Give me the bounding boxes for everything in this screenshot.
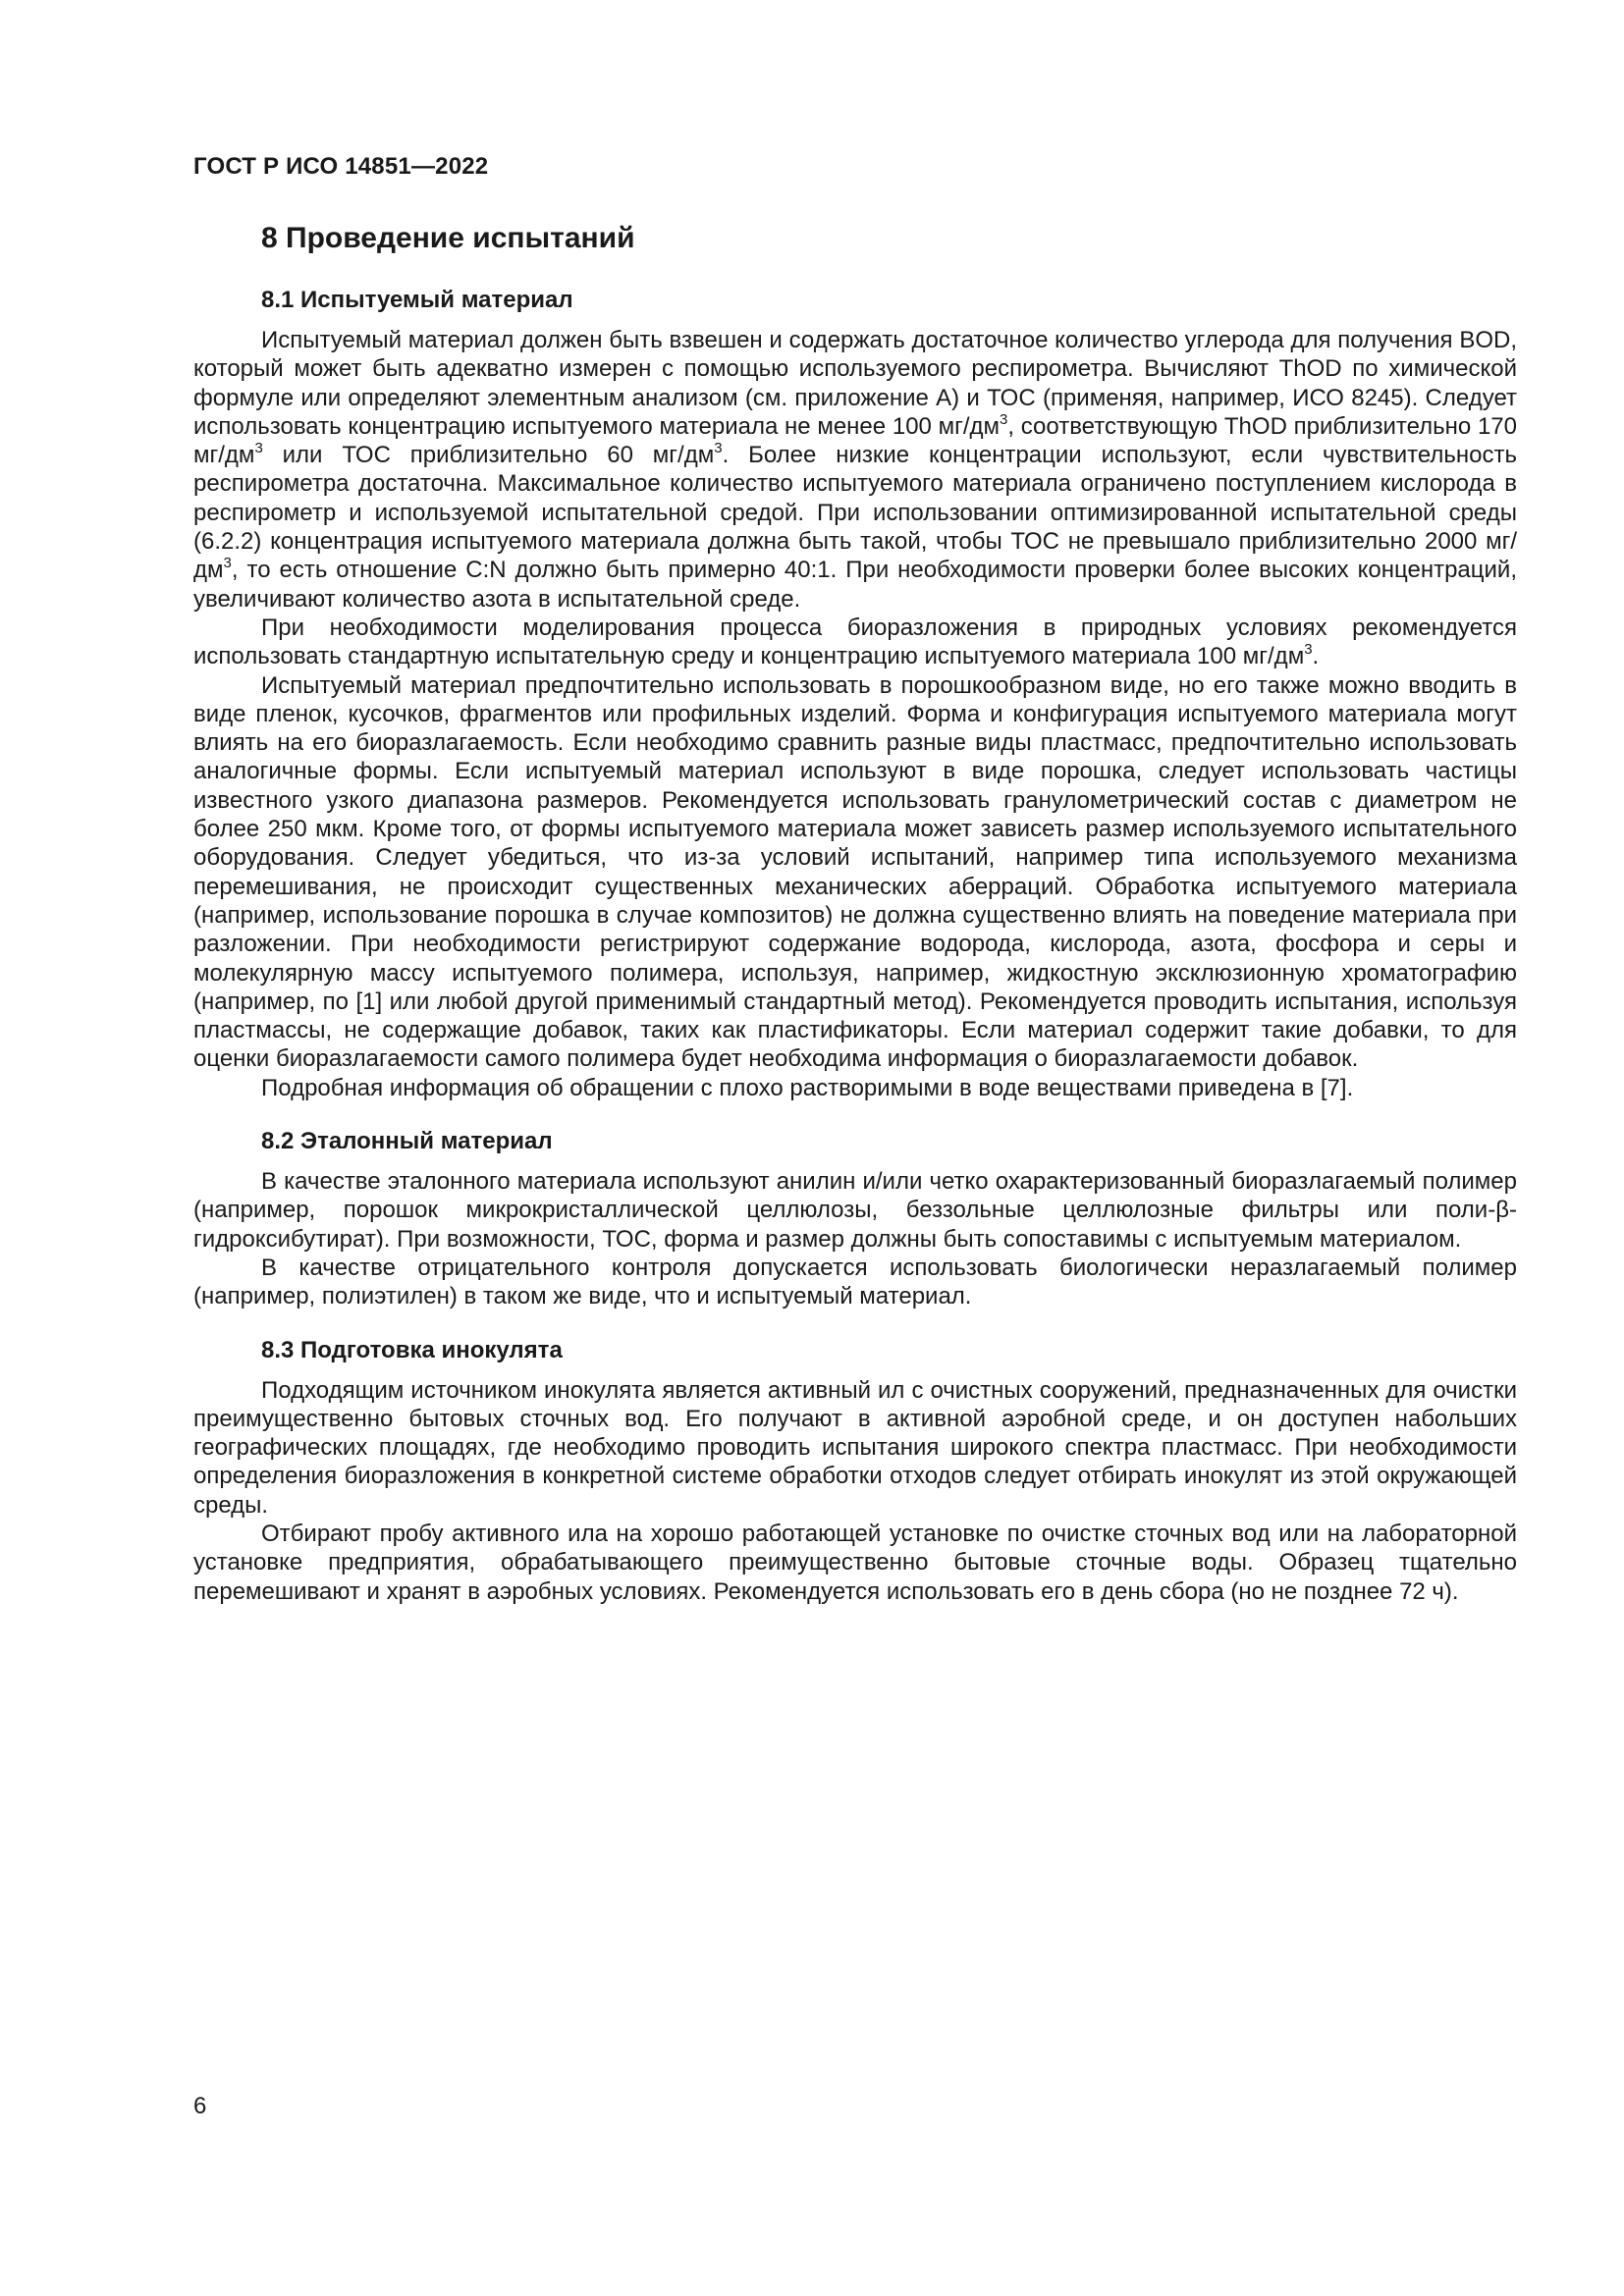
superscript: 3 bbox=[1304, 641, 1313, 659]
subsection-title-8-2: 8.2 Эталонный материал bbox=[261, 1128, 553, 1155]
superscript: 3 bbox=[1000, 410, 1008, 428]
superscript: 3 bbox=[223, 555, 232, 572]
text-run: , то есть отношение C:N должно быть примерно 40:1. При необходимости проверки более высоких концентраций, увеличивают количество азота в испытательной среде. bbox=[193, 557, 1517, 613]
standard-code-header: ГОСТ Р ИСО 14851—2022 bbox=[193, 153, 489, 180]
paragraph-8-2-2: В качестве отрицательного контроля допускается использовать биологически неразлагаемый полимер (например, полиэтилен) в таком же виде, что и испытуемый материал. bbox=[193, 1254, 1517, 1310]
text-run: или ТОС приблизительно 60 мг/дм bbox=[262, 442, 715, 469]
text-run: При необходимости моделирования процесса биоразложения в природных условиях рекомендуется использовать стандартную испытательную среду и концентрацию испытуемого материала 100 мг/дм bbox=[193, 614, 1517, 670]
text-run: Испытуемый материал должен быть взвешен и содержать достаточное количество углерода для получения BOD, который может быть адекватно измерен с помощью используемого респирометра. Вычисляют ThOD по химической формуле или определяют элементным анализом (см. приложение А) и ТОС (применяя, например, ИСО 8245). Следует использовать концентрацию испытуемого материала не менее 100 мг/дм bbox=[193, 327, 1517, 440]
text-run: . Более низкие концентрации используют, если чувствительность респирометра достаточна. Максимальное количество испытуемого материала ограничено поступлением кислорода в респирометр и используемой испытательной средой. При использовании оптимизированной испытательной среды (6.2.2) концентрация испытуемого материала должна быть такой, чтобы ТОС не превышало приблизительно 2000 мг/дм bbox=[193, 442, 1518, 584]
subsection-title-8-3: 8.3 Подготовка инокулята bbox=[261, 1336, 563, 1363]
paragraph-8-1-4: Подробная информация об обращении с плохо растворимыми в воде веществами приведена в [7]. bbox=[261, 1074, 1354, 1101]
page-number: 6 bbox=[193, 2093, 207, 2119]
paragraph-8-2-1: В качестве эталонного материала используют анилин и/или четко охарактеризованный биоразлагаемый полимер (например, порошок микрокристаллической целлюлозы, беззольные целлюлозные фильтры или поли-β-гидроксибутират). При возможности, ТОС, форма и размер должны быть сопоставимы с испытуемым материалом. bbox=[193, 1168, 1517, 1253]
superscript: 3 bbox=[254, 440, 263, 457]
paragraph-8-1-2 bbox=[193, 614, 1517, 671]
section-title: 8 Проведение испытаний bbox=[261, 222, 635, 254]
document-body bbox=[193, 222, 1517, 1606]
paragraph-8-3-2: Отбирают пробу активного ила на хорошо работающей установке по очистке сточных вод или на лабораторной установке предприятия, обрабатывающего преимущественно бытовые сточные воды. Образец тщательно перемешивают и хранят в аэробных условиях. Рекомендуется использовать его в день сбора (но не позднее 72 ч). bbox=[193, 1520, 1517, 1605]
paragraph-8-1-1 bbox=[193, 326, 1517, 614]
subsection-title-8-1: 8.1 Испытуемый материал bbox=[261, 287, 573, 313]
superscript: 3 bbox=[714, 440, 723, 457]
text-run: . bbox=[1312, 643, 1320, 670]
text-run: , соответствующую ThOD приблизительно 170 мг/дм bbox=[193, 412, 1517, 469]
paragraph-8-1-3: Испытуемый материал предпочтительно использовать в порошкообразном виде, но его также можно вводить в виде пленок, кусочков, фрагментов или профильных изделий. Форма и конфигурация испытуемого материала могут влиять на его биоразлагаемость. Если необходимо сравнить разные виды пластмасс, предпочтительно использовать аналогичные формы. Если испытуемый материал используют в виде порошка, следует использовать частицы известного узкого диапазона размеров. Рекомендуется использовать гранулометрический состав с диаметром не более 250 мкм. Кроме того, от формы испытуемого материала может зависеть размер используемого испытательного оборудования. Следует убедиться, что из-за условий испытаний, например типа используемого механизма перемешивания, не происходит существенных механических аберраций. Обработка испытуемого материала (например, использование порошка в случае композитов) не должна существенно влиять на поведение материала при разложении. При необходимости регистрируют содержание водорода, кислорода, азота, фосфора и серы и молекулярную массу испытуемого полимера, используя, например, жидкостную эксклюзионную хроматографию (например, по [1] или любой другой применимый стандартный метод). Рекомендуется проводить испытания, используя пластмассы, не содержащие добавок, таких как пластификаторы. Если материал содержит такие добавки, то для оценки биоразлагаемости самого полимера будет необходима информация о биоразлагаемости добавок. bbox=[193, 671, 1517, 1073]
paragraph-8-3-1: Подходящим источником инокулята является активный ил с очистных сооружений, предназначенных для очистки преимущественно бытовых сточных вод. Его получают в активной аэробной среде, и он доступен набольших географических площадях, где необходимо проводить испытания широкого спектра пластмасс. При необходимости определения биоразложения в конкретной системе обработки отходов следует отбирать инокулят из этой окружающей среды. bbox=[193, 1376, 1517, 1519]
